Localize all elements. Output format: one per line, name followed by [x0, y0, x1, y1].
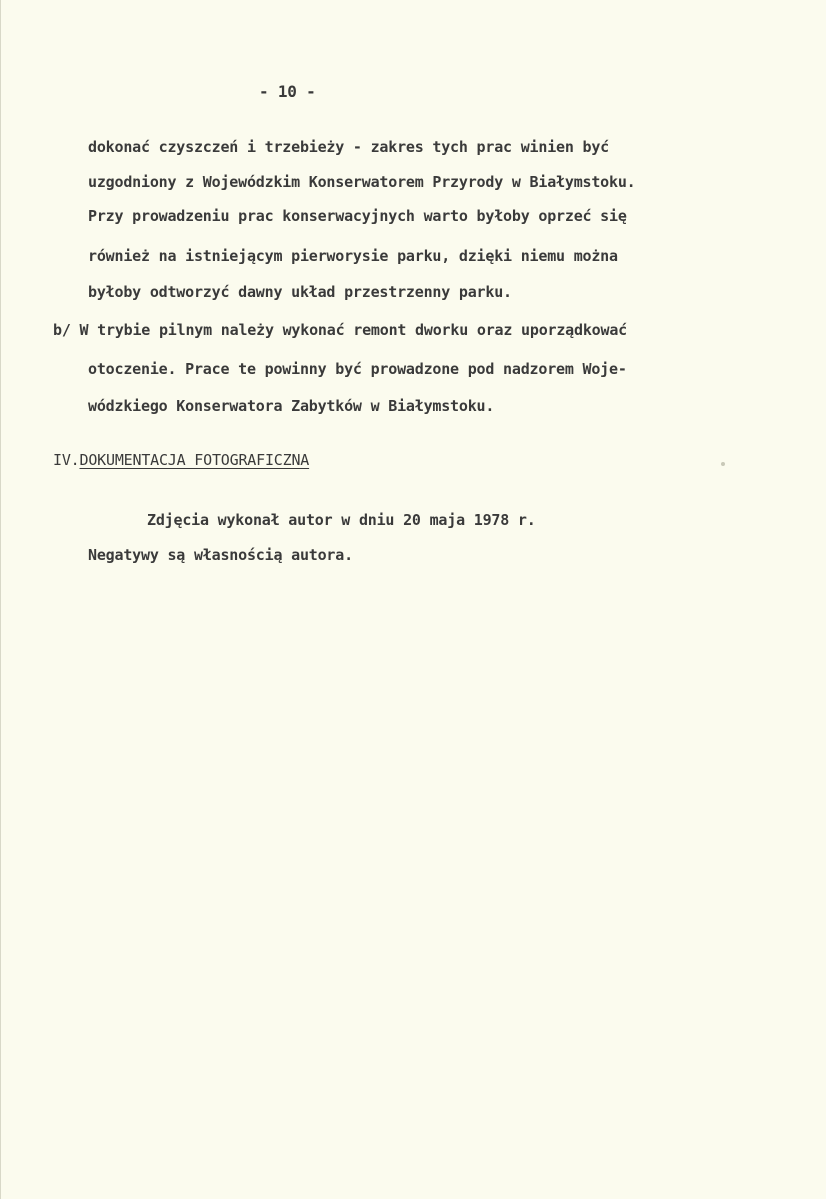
- page-number: - 10 -: [259, 82, 316, 101]
- section-heading: [53, 451, 309, 469]
- paragraph-3-line-1: Zdjęcia wykonał autor w dniu 20 maja 1978 r.: [147, 511, 536, 529]
- paragraph-1-line-2: uzgodniony z Wojewódzkim Konserwatorem Przyrody w Białymstoku.: [88, 173, 636, 191]
- paragraph-2-line-3: wódzkiego Konserwatora Zabytków w Białymstoku.: [88, 397, 495, 415]
- paragraph-1-line-5: byłoby odtworzyć dawny układ przestrzenny parku.: [88, 283, 512, 301]
- paper-speck: [721, 462, 725, 466]
- paragraph-1-line-1: dokonać czyszczeń i trzebieży - zakres tych prac winien być: [88, 138, 610, 156]
- section-title: DOKUMENTACJA FOTOGRAFICZNA: [79, 451, 310, 469]
- paragraph-1-line-3: Przy prowadzeniu prac konserwacyjnych warto byłoby oprzeć się: [88, 207, 627, 225]
- section-number: IV.: [53, 451, 80, 469]
- paragraph-3-line-2: Negatywy są własnością autora.: [88, 546, 353, 564]
- paragraph-2-line-1: b/ W trybie pilnym należy wykonać remont dworku oraz uporządkować: [53, 321, 627, 339]
- paragraph-2-line-2: otoczenie. Prace te powinny być prowadzone pod nadzorem Woje-: [88, 360, 627, 378]
- paragraph-1-line-4: również na istniejącym pierworysie parku, dzięki niemu można: [88, 247, 618, 265]
